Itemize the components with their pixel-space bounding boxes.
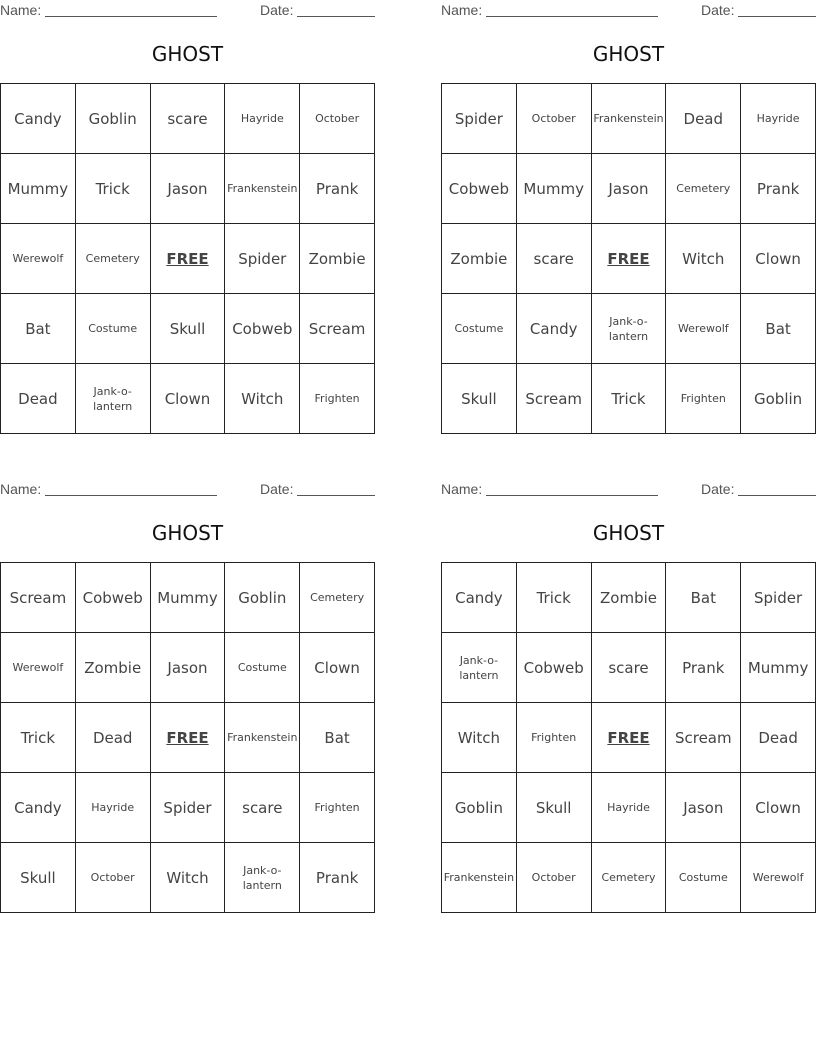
bingo-cell: Clown	[741, 224, 816, 294]
bingo-cell: Bat	[1, 294, 76, 364]
bingo-cell: Costume	[666, 843, 741, 913]
bingo-cell: Zombie	[75, 633, 150, 703]
bingo-cell: Frankenstein	[442, 843, 517, 913]
bingo-cell: Scream	[666, 703, 741, 773]
bingo-cell: Clown	[150, 364, 225, 434]
bingo-cell: Witch	[225, 364, 300, 434]
bingo-cell: Dead	[75, 703, 150, 773]
bingo-cell: Dead	[1, 364, 76, 434]
bingo-cell: Skull	[442, 364, 517, 434]
bingo-cell: Mummy	[150, 563, 225, 633]
bingo-cell: Cemetery	[591, 843, 666, 913]
bingo-cell: Scream	[516, 364, 591, 434]
date-field-line[interactable]	[738, 495, 816, 496]
bingo-cell: October	[75, 843, 150, 913]
bingo-row	[442, 633, 816, 703]
bingo-cell: Hayride	[75, 773, 150, 843]
bingo-row	[442, 294, 816, 364]
bingo-cell: Prank	[300, 843, 375, 913]
bingo-cell: Hayride	[591, 773, 666, 843]
bingo-cell: October	[516, 843, 591, 913]
bingo-row	[1, 364, 375, 434]
bingo-cell: Bat	[741, 294, 816, 364]
bingo-cell: Clown	[741, 773, 816, 843]
bingo-row	[1, 154, 375, 224]
name-label: Name:	[441, 481, 483, 497]
bingo-cell: Spider	[150, 773, 225, 843]
bingo-cell: Jason	[591, 154, 666, 224]
bingo-cell: Prank	[741, 154, 816, 224]
bingo-cell: Goblin	[741, 364, 816, 434]
bingo-cell: Cemetery	[75, 224, 150, 294]
bingo-card	[441, 0, 816, 440]
bingo-cell: Cemetery	[300, 563, 375, 633]
bingo-cell: Werewolf	[666, 294, 741, 364]
bingo-cell: Frighten	[300, 364, 375, 434]
bingo-card	[0, 0, 375, 440]
bingo-cell: Zombie	[300, 224, 375, 294]
free-space: FREE	[150, 224, 225, 294]
bingo-cell: Cemetery	[666, 154, 741, 224]
bingo-cell: Spider	[442, 84, 517, 154]
bingo-row	[442, 703, 816, 773]
bingo-cell: Spider	[225, 224, 300, 294]
bingo-cell: Cobweb	[516, 633, 591, 703]
bingo-cell: Cobweb	[225, 294, 300, 364]
bingo-cell: Spider	[741, 563, 816, 633]
bingo-cell: Candy	[1, 773, 76, 843]
bingo-cell: Zombie	[591, 563, 666, 633]
free-space: FREE	[591, 703, 666, 773]
bingo-cell: Prank	[666, 633, 741, 703]
bingo-cell: Trick	[516, 563, 591, 633]
name-label: Name:	[0, 2, 42, 18]
bingo-cell: Witch	[666, 224, 741, 294]
bingo-cell: Hayride	[225, 84, 300, 154]
bingo-cell: Costume	[442, 294, 517, 364]
bingo-row	[442, 84, 816, 154]
bingo-cell: Trick	[75, 154, 150, 224]
bingo-cell: Goblin	[442, 773, 517, 843]
bingo-cell: Werewolf	[1, 224, 76, 294]
bingo-cell: Hayride	[741, 84, 816, 154]
bingo-row	[442, 154, 816, 224]
bingo-cell: Prank	[300, 154, 375, 224]
bingo-cell: scare	[591, 633, 666, 703]
name-field-line[interactable]	[486, 495, 658, 496]
date-field-line[interactable]	[738, 16, 816, 17]
card-header	[441, 2, 816, 20]
bingo-grid	[0, 562, 375, 913]
bingo-cell: Clown	[300, 633, 375, 703]
bingo-cell: Jason	[666, 773, 741, 843]
date-label: Date:	[260, 2, 294, 18]
bingo-row	[1, 633, 375, 703]
card-header	[441, 481, 816, 499]
bingo-row	[442, 843, 816, 913]
date-label: Date:	[260, 481, 294, 497]
bingo-cell: Frighten	[666, 364, 741, 434]
bingo-cell: Goblin	[225, 563, 300, 633]
bingo-cell: Costume	[225, 633, 300, 703]
bingo-cell: Dead	[741, 703, 816, 773]
bingo-cell: Trick	[1, 703, 76, 773]
bingo-cell: Frankenstein	[225, 703, 300, 773]
bingo-cell: Frighten	[300, 773, 375, 843]
date-field-line[interactable]	[297, 495, 375, 496]
bingo-cell: Cobweb	[442, 154, 517, 224]
card-title: GHOST	[592, 521, 665, 545]
bingo-cell: scare	[150, 84, 225, 154]
bingo-cell: Candy	[442, 563, 517, 633]
bingo-cell: Frankenstein	[591, 84, 666, 154]
bingo-card	[0, 479, 375, 919]
bingo-cell: Dead	[666, 84, 741, 154]
bingo-cell: Jank-o-lantern	[75, 364, 150, 434]
bingo-cell: Goblin	[75, 84, 150, 154]
name-field-line[interactable]	[486, 16, 658, 17]
bingo-cell: Frankenstein	[225, 154, 300, 224]
card-header	[0, 481, 375, 499]
bingo-grid	[441, 562, 816, 913]
bingo-row	[442, 773, 816, 843]
card-title: GHOST	[592, 42, 665, 66]
bingo-grid	[0, 83, 375, 434]
bingo-cell: Werewolf	[741, 843, 816, 913]
card-header	[0, 2, 375, 20]
name-field-line[interactable]	[45, 16, 217, 17]
bingo-cell: Candy	[516, 294, 591, 364]
bingo-cell: Frighten	[516, 703, 591, 773]
name-label: Name:	[0, 481, 42, 497]
bingo-cell: Bat	[300, 703, 375, 773]
bingo-row	[442, 563, 816, 633]
bingo-cell: Cobweb	[75, 563, 150, 633]
bingo-cell: Witch	[150, 843, 225, 913]
bingo-grid	[441, 83, 816, 434]
bingo-row	[442, 224, 816, 294]
bingo-cell: October	[300, 84, 375, 154]
bingo-row	[1, 224, 375, 294]
bingo-cell: Mummy	[741, 633, 816, 703]
bingo-row	[1, 843, 375, 913]
bingo-cell: Zombie	[442, 224, 517, 294]
bingo-cell: Jank-o-lantern	[442, 633, 517, 703]
bingo-cell: Jason	[150, 633, 225, 703]
free-space: FREE	[591, 224, 666, 294]
card-title: GHOST	[151, 521, 224, 545]
name-label: Name:	[441, 2, 483, 18]
card-title: GHOST	[151, 42, 224, 66]
bingo-cell: Skull	[150, 294, 225, 364]
date-label: Date:	[701, 2, 735, 18]
name-field-line[interactable]	[45, 495, 217, 496]
bingo-cell: Werewolf	[1, 633, 76, 703]
bingo-cell: Candy	[1, 84, 76, 154]
bingo-cell: Scream	[1, 563, 76, 633]
bingo-row	[1, 294, 375, 364]
bingo-cell: Costume	[75, 294, 150, 364]
bingo-cell: Jank-o-lantern	[591, 294, 666, 364]
bingo-cell: Scream	[300, 294, 375, 364]
bingo-cell: Jank-o-lantern	[225, 843, 300, 913]
bingo-row	[1, 563, 375, 633]
bingo-cell: Witch	[442, 703, 517, 773]
bingo-row	[1, 703, 375, 773]
bingo-cell: Mummy	[516, 154, 591, 224]
bingo-cell: Bat	[666, 563, 741, 633]
date-field-line[interactable]	[297, 16, 375, 17]
bingo-cell: Mummy	[1, 154, 76, 224]
bingo-row	[442, 364, 816, 434]
date-label: Date:	[701, 481, 735, 497]
free-space: FREE	[150, 703, 225, 773]
bingo-cell: Jason	[150, 154, 225, 224]
bingo-cell: Trick	[591, 364, 666, 434]
bingo-cell: scare	[516, 224, 591, 294]
bingo-cell: scare	[225, 773, 300, 843]
bingo-cell: October	[516, 84, 591, 154]
bingo-cell: Skull	[516, 773, 591, 843]
bingo-card	[441, 479, 816, 919]
bingo-row	[1, 84, 375, 154]
bingo-cell: Skull	[1, 843, 76, 913]
bingo-row	[1, 773, 375, 843]
